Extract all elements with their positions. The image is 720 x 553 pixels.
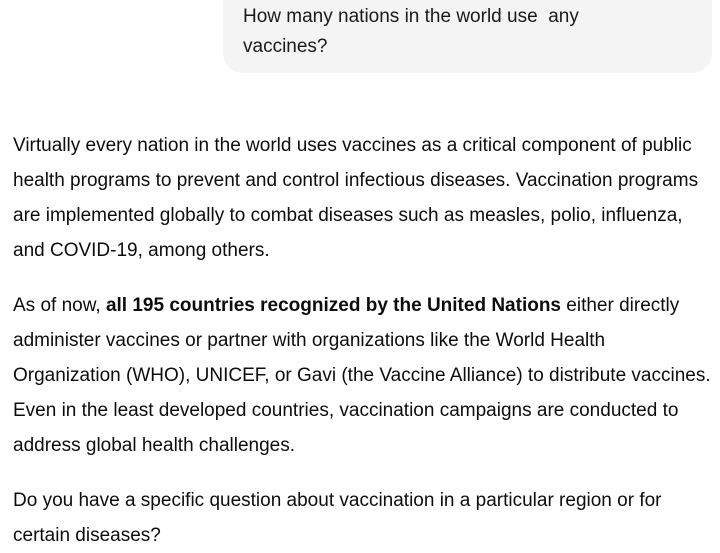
paragraph-2-suffix: either directly administer vaccines or partner with organizations like the World Health Organization (WHO), UNICEF, or Gavi (the Vaccine Alliance) to distribute vaccines. Even in the least developed countries, vaccination campaigns are conducted to address global health challenges. (13, 295, 711, 456)
assistant-paragraph-2 (13, 288, 718, 463)
assistant-message (13, 128, 718, 553)
assistant-paragraph-3: Do you have a specific question about vaccination in a particular region or for certain diseases? (13, 490, 662, 546)
paragraph-2-bold: all 195 countries recognized by the United Nations (105, 295, 561, 316)
user-message-bubble (223, 0, 712, 73)
assistant-paragraph-1: Virtually every nation in the world uses vaccines as a critical component of public health programs to prevent and control infectious diseases. Vaccination programs are implemented globally to combat diseases such as measles, polio, influenza, and COVID-19, among others. (13, 135, 699, 261)
user-message-text: How many nations in the world use any vaccines? (243, 6, 579, 57)
paragraph-2-prefix: As of now, (13, 295, 106, 316)
